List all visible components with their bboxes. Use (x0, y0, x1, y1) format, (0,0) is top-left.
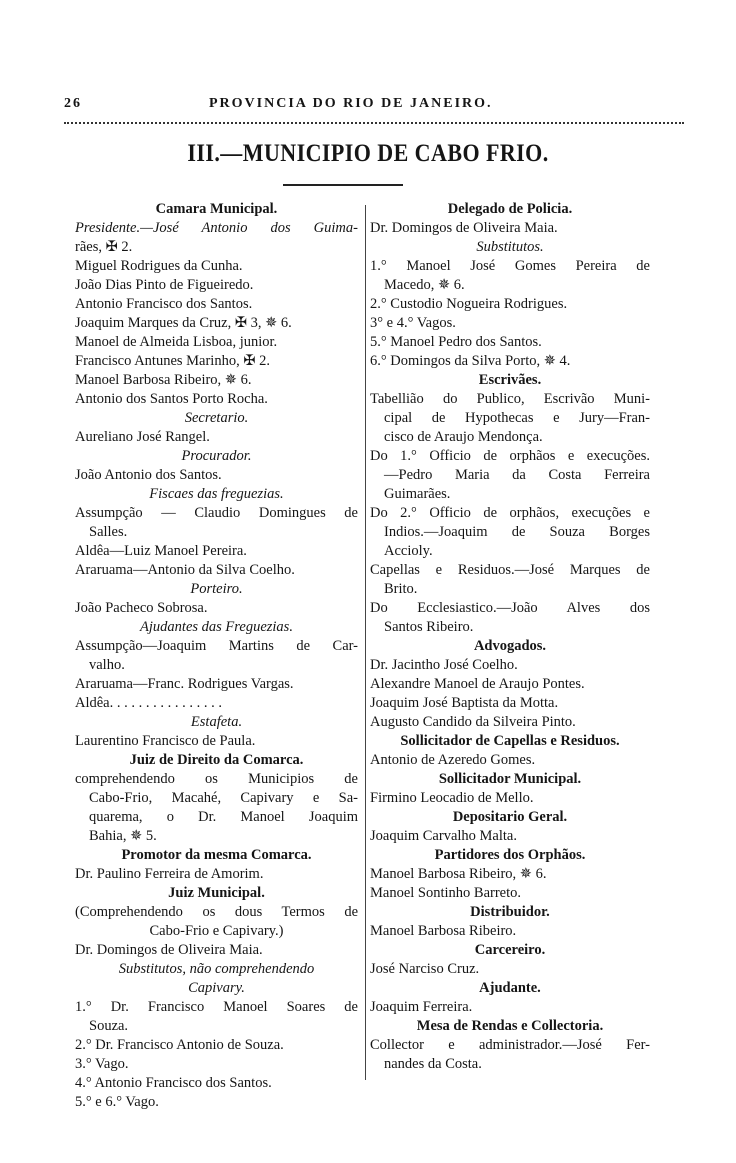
escrivaes-line: —Pedro Maria da Costa Ferreira (384, 467, 650, 483)
sollicitador-capellas-name: Antonio de Azeredo Gomes. (370, 752, 536, 768)
escrivaes-line: Do 2.° Officio de orphãos, execuções e (370, 505, 650, 521)
sollicitador-capellas-heading: Sollicitador de Capellas e Residuos. (400, 733, 620, 749)
delegado-name: Dr. Domingos de Oliveira Maia. (370, 220, 558, 236)
escrivaes-line: Guimarães. (384, 486, 451, 502)
delegado-substituto-line: Macedo, ✵ 6. (384, 277, 465, 293)
fiscal-line: Salles. (89, 524, 128, 540)
advogado-line: Joaquim José Baptista da Motta. (370, 695, 559, 711)
camara-line: Miguel Rodrigues da Cunha. (75, 258, 243, 274)
mesa-rendas-line: nandes da Costa. (384, 1056, 482, 1072)
escrivaes-line: Do Ecclesiastico.—João Alves dos (370, 600, 650, 616)
advogado-line: Dr. Jacintho José Coelho. (370, 657, 518, 673)
title-rule (283, 184, 403, 186)
juiz-municipal-heading: Juiz Municipal. (168, 885, 265, 901)
escrivaes-line: cisco de Araujo Mendonça. (384, 429, 543, 445)
substituto-line: Souza. (89, 1018, 129, 1034)
ajudante-heading: Ajudante. (479, 980, 541, 996)
delegado-heading: Delegado de Policia. (447, 201, 573, 217)
estafeta-name: Laurentino Francisco de Paula. (75, 733, 256, 749)
mesa-rendas-heading: Mesa de Rendas e Collectoria. (416, 1018, 604, 1034)
delegado-substituto-line: 5.° Manoel Pedro dos Santos. (370, 334, 542, 350)
substituto-line: 3.° Vago. (75, 1056, 129, 1072)
juiz-direito-line: Cabo-Frio, Macahé, Capivary e Sa- (89, 790, 358, 806)
substituto-line: 5.° e 6.° Vago. (75, 1094, 159, 1110)
partidor-line: Manoel Sontinho Barreto. (370, 885, 522, 901)
procurador-label: Procurador. (181, 448, 252, 464)
escrivaes-line: Indios.—Joaquim de Souza Borges (384, 524, 650, 540)
camara-line: Francisco Antunes Marinho, ✠ 2. (75, 353, 270, 369)
secretario-label: Secretario. (184, 410, 249, 426)
advogado-line: Augusto Candido da Silveira Pinto. (370, 714, 576, 730)
escrivaes-line: Brito. (384, 581, 418, 597)
sollicitador-municipal-name: Firmino Leocadio de Mello. (370, 790, 534, 806)
ajudante-line: Assumpção—Joaquim Martins de Car- (75, 638, 358, 654)
porteiro-name: João Pacheco Sobrosa. (75, 600, 208, 616)
delegado-substituto-line: 1.° Manoel José Gomes Pereira de (370, 258, 650, 274)
escrivaes-line: Tabellião do Publico, Escrivão Muni- (370, 391, 650, 407)
procurador-name: João Antonio dos Santos. (75, 467, 222, 483)
camara-heading: Camara Municipal. (155, 201, 278, 217)
escrivaes-line: Santos Ribeiro. (384, 619, 474, 635)
delegado-substituto-line: 6.° Domingos da Silva Porto, ✵ 4. (370, 353, 571, 369)
camara-line: Presidente.—José Antonio dos Guima- (75, 220, 358, 236)
partidores-heading: Partidores dos Orphãos. (434, 847, 586, 863)
fiscal-line: Araruama—Antonio da Silva Coelho. (75, 562, 295, 578)
advogado-line: Alexandre Manoel de Araujo Pontes. (370, 676, 585, 692)
delegado-substituto-line: 3° e 4.° Vagos. (370, 315, 456, 331)
column-divider (365, 205, 366, 1080)
section-title: III.—MUNICIPIO DE CABO FRIO. (187, 140, 549, 167)
page-number: 26 (64, 96, 82, 111)
substituto-line: 2.° Dr. Francisco Antonio de Souza. (75, 1037, 284, 1053)
distribuidor-name: Manoel Barbosa Ribeiro. (370, 923, 517, 939)
fiscaes-label: Fiscaes das freguezias. (149, 486, 284, 502)
delegado-substituto-line: 2.° Custodio Nogueira Rodrigues. (370, 296, 568, 312)
carcereiro-name: José Narciso Cruz. (370, 961, 480, 977)
ajudante-line: Aldêa. . . . . . . . . . . . . . . . (75, 695, 222, 711)
juiz-municipal-line: (Comprehendendo os dous Termos de (75, 904, 358, 920)
promotor-heading: Promotor da mesma Comarca. (121, 847, 312, 863)
juiz-direito-line: Bahia, ✵ 5. (89, 828, 157, 844)
escrivaes-line: Accioly. (384, 543, 433, 559)
delegado-substitutos-label: Substitutos. (476, 239, 544, 255)
substitutos-label: Substitutos, não comprehendendo (118, 961, 315, 977)
camara-line: Antonio dos Santos Porto Rocha. (75, 391, 268, 407)
secretario-name: Aureliano José Rangel. (75, 429, 210, 445)
camara-line: rães, ✠ 2. (75, 239, 133, 255)
juiz-municipal-line: Cabo-Frio e Capivary.) (149, 923, 284, 939)
right-column (370, 200, 650, 1074)
sollicitador-municipal-heading: Sollicitador Municipal. (438, 771, 582, 787)
mesa-rendas-line: Collector e administrador.—José Fer- (370, 1037, 650, 1053)
escrivaes-line: Capellas e Residuos.—José Marques de (370, 562, 650, 578)
fiscal-line: Aldêa—Luiz Manoel Pereira. (75, 543, 247, 559)
partidor-line: Manoel Barbosa Ribeiro, ✵ 6. (370, 866, 547, 882)
ajudante-line: Araruama—Franc. Rodrigues Vargas. (75, 676, 294, 692)
ajudante-name: Joaquim Ferreira. (370, 999, 473, 1015)
porteiro-label: Porteiro. (190, 581, 243, 597)
left-column (75, 200, 358, 1112)
juiz-municipal-line: Dr. Domingos de Oliveira Maia. (75, 942, 263, 958)
escrivaes-heading: Escrivães. (478, 372, 542, 388)
camara-line: João Dias Pinto de Figueiredo. (75, 277, 254, 293)
carcereiro-heading: Carcereiro. (474, 942, 546, 958)
header-rule (64, 122, 684, 127)
running-head-title: PROVINCIA DO RIO DE JANEIRO. (209, 96, 493, 111)
juiz-direito-line: quarema, o Dr. Manoel Joaquim (89, 809, 358, 825)
substituto-line: 4.° Antonio Francisco dos Santos. (75, 1075, 272, 1091)
depositario-heading: Depositario Geral. (452, 809, 568, 825)
juiz-direito-line: comprehendendo os Municipios de (75, 771, 358, 787)
promotor-name: Dr. Paulino Ferreira de Amorim. (75, 866, 264, 882)
substituto-line: 1.° Dr. Francisco Manoel Soares de (75, 999, 358, 1015)
camara-line: Manoel de Almeida Lisboa, junior. (75, 334, 278, 350)
camara-line: Antonio Francisco dos Santos. (75, 296, 253, 312)
ajudante-line: valho. (89, 657, 125, 673)
escrivaes-line: Do 1.° Officio de orphãos e execuções. (370, 448, 650, 464)
distribuidor-heading: Distribuidor. (470, 904, 550, 920)
advogados-heading: Advogados. (473, 638, 547, 654)
escrivaes-line: cipal de Hypothecas e Jury—Fran- (384, 410, 650, 426)
ajudantes-label: Ajudantes das Freguezias. (140, 619, 293, 635)
depositario-name: Joaquim Carvalho Malta. (370, 828, 517, 844)
substitutos-label-2: Capivary. (188, 980, 245, 996)
camara-line: Joaquim Marques da Cruz, ✠ 3, ✵ 6. (75, 315, 292, 331)
fiscal-line: Assumpção — Claudio Domingues de (75, 505, 358, 521)
estafeta-label: Estafeta. (190, 714, 243, 730)
juiz-direito-heading: Juiz de Direito da Comarca. (129, 752, 304, 768)
camara-line: Manoel Barbosa Ribeiro, ✵ 6. (75, 372, 252, 388)
